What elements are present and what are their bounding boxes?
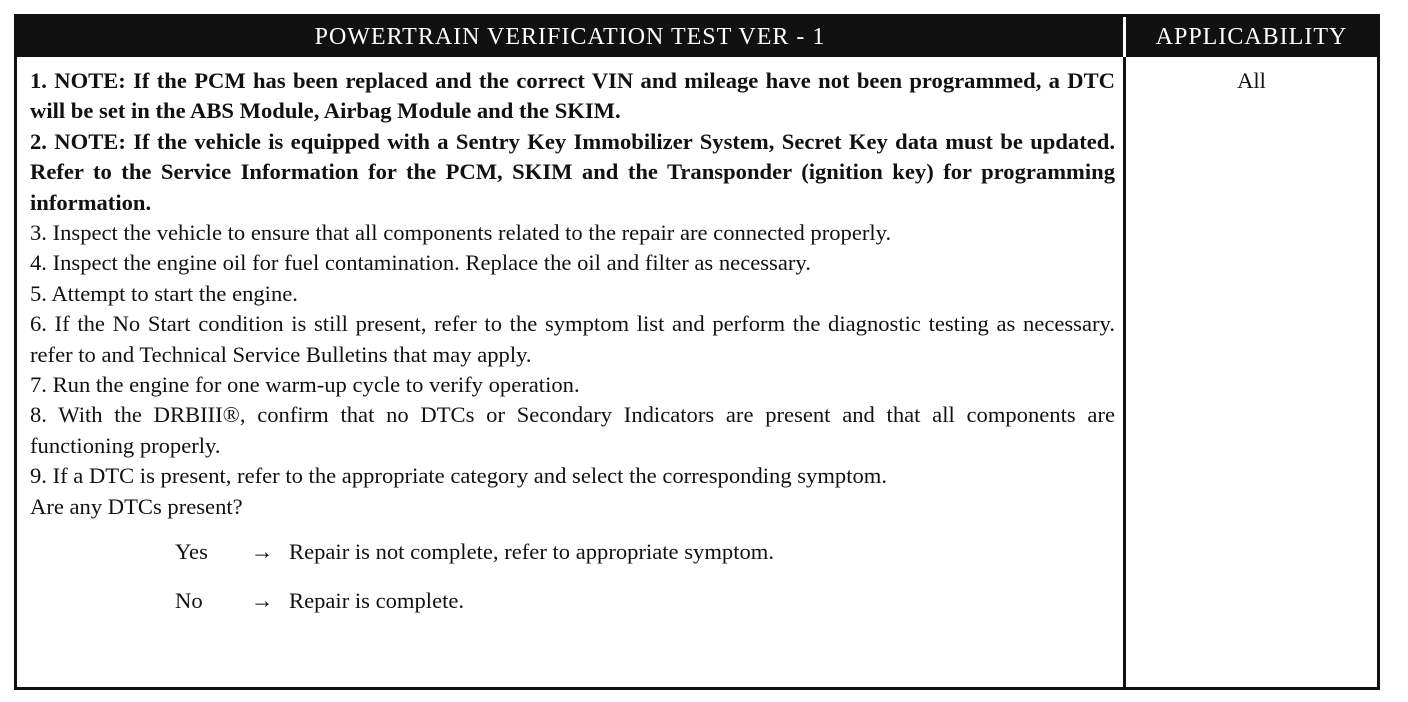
answer-label: No (175, 588, 203, 614)
table-header-title: POWERTRAIN VERIFICATION TEST VER - 1 (17, 17, 1126, 57)
step-9: 9. If a DTC is present, refer to the appropriate category and select the corresponding symptom. (30, 463, 888, 489)
step-1: 1. NOTE: If the PCM has been replaced and the correct VIN and mileage have not been programmed, a DTC will be set in the ABS Module, Airbag Module and the SKIM. (30, 68, 1115, 124)
answer-list (175, 537, 1115, 635)
step-7: 7. Run the engine for one warm-up cycle to verify operation. (30, 372, 580, 398)
answer-text: Repair is complete. (289, 588, 465, 614)
table-header-applicability: APPLICABILITY (1126, 17, 1377, 57)
step-5: 5. Attempt to start the engine. (30, 280, 298, 306)
answer-label: Yes (175, 539, 208, 565)
verification-test-table (14, 14, 1380, 690)
step-4: 4. Inspect the engine oil for fuel contamination. Replace the oil and filter as necessary. (30, 250, 811, 276)
answer-text: Repair is not complete, refer to appropriate symptom. (289, 539, 774, 565)
step-6: 6. If the No Start condition is still present, refer to the symptom list and perform the diagnostic testing as necessary. refer to and Technical Service Bulletins that may apply. (30, 311, 1115, 367)
applicability-value: All (1237, 68, 1266, 93)
answer-yes (175, 537, 1115, 586)
arrow-right-icon: → (250, 539, 274, 565)
question: Are any DTCs present? (30, 493, 243, 519)
procedure-cell (17, 57, 1126, 687)
step-3: 3. Inspect the vehicle to ensure that all components related to the repair are connected properly. (30, 220, 892, 246)
step-8: 8. With the DRBIII®, confirm that no DTCs or Secondary Indicators are present and that all components are functioning properly. (30, 402, 1115, 458)
arrow-right-icon: → (250, 588, 274, 614)
answer-no (175, 586, 1115, 635)
applicability-cell (1126, 57, 1377, 687)
step-2: 2. NOTE: If the vehicle is equipped with a Sentry Key Immobilizer System, Secret Key data must be updated. Refer to the Service Information for the PCM, SKIM and the Transponder (ignition key) for programming information. (30, 128, 1115, 215)
